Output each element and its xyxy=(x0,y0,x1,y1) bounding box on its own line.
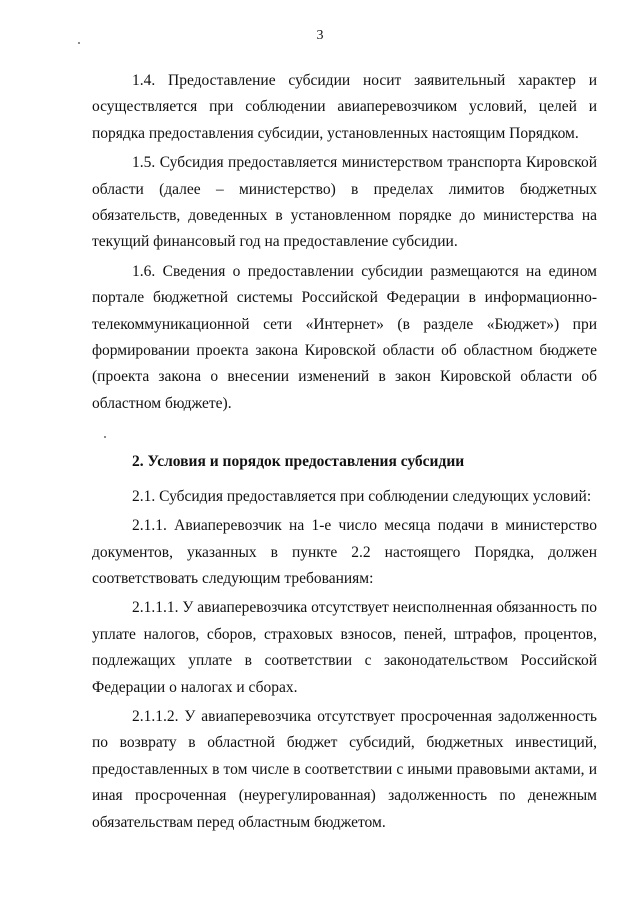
scan-speck xyxy=(78,42,80,44)
paragraph-1-6: 1.6. Сведения о предоставлении субсидии размещаются на едином портале бюджетной системы Российской Федерации в информационно-телекоммуникационной сети «Интернет» (в разделе «Бюджет») при формировании проекта закона Кировской области об областном бюджете (проекта закона о внесении изменений в закон Кировской области об областном бюджете). xyxy=(92,262,597,412)
page-number: 3 xyxy=(316,28,324,43)
paragraph-1-5: 1.5. Субсидия предоставляется министерством транспорта Кировской области (далее – министерство) в пределах лимитов бюджетных обязательств, доведенных в установленном порядке до министерства на текущий финансовый год на предоставление субсидии. xyxy=(92,154,597,251)
paragraph-2-1-1: 2.1.1. Авиаперевозчик на 1-е число месяца подачи в министерство документов, указанных в пункте 2.2 настоящего Порядка, должен соответствовать следующим требованиям: xyxy=(92,517,597,587)
paragraph-2-1-1-2: 2.1.1.2. У авиаперевозчика отсутствует просроченная задолженность по возврату в областной бюджет субсидий, бюджетных инвестиций, предоставленных в том числе в соответствии с иными правовыми актами, и иная просроченная (неурегулированная) задолженность по денежным обязательствам перед областным бюджетом. xyxy=(92,707,597,831)
paragraph-2-1-1-1: 2.1.1.1. У авиаперевозчика отсутствует неисполненная обязанность по уплате налогов, сборов, страховых взносов, пеней, штрафов, процентов, подлежащих уплате в соответствии с законодательством Российской Федерации о налогах и сборах. xyxy=(92,599,597,696)
paragraph-2-1: 2.1. Субсидия предоставляется при соблюдении следующих условий: xyxy=(132,487,592,505)
document-body xyxy=(92,68,597,839)
section-heading: 2. Условия и порядок предоставления субсидии xyxy=(132,453,465,471)
paragraph-1-4: 1.4. Предоставление субсидии носит заявительный характер и осуществляется при соблюдении авиаперевозчиком условий, целей и порядка предоставления субсидии, установленных настоящим Порядком. xyxy=(92,72,597,142)
